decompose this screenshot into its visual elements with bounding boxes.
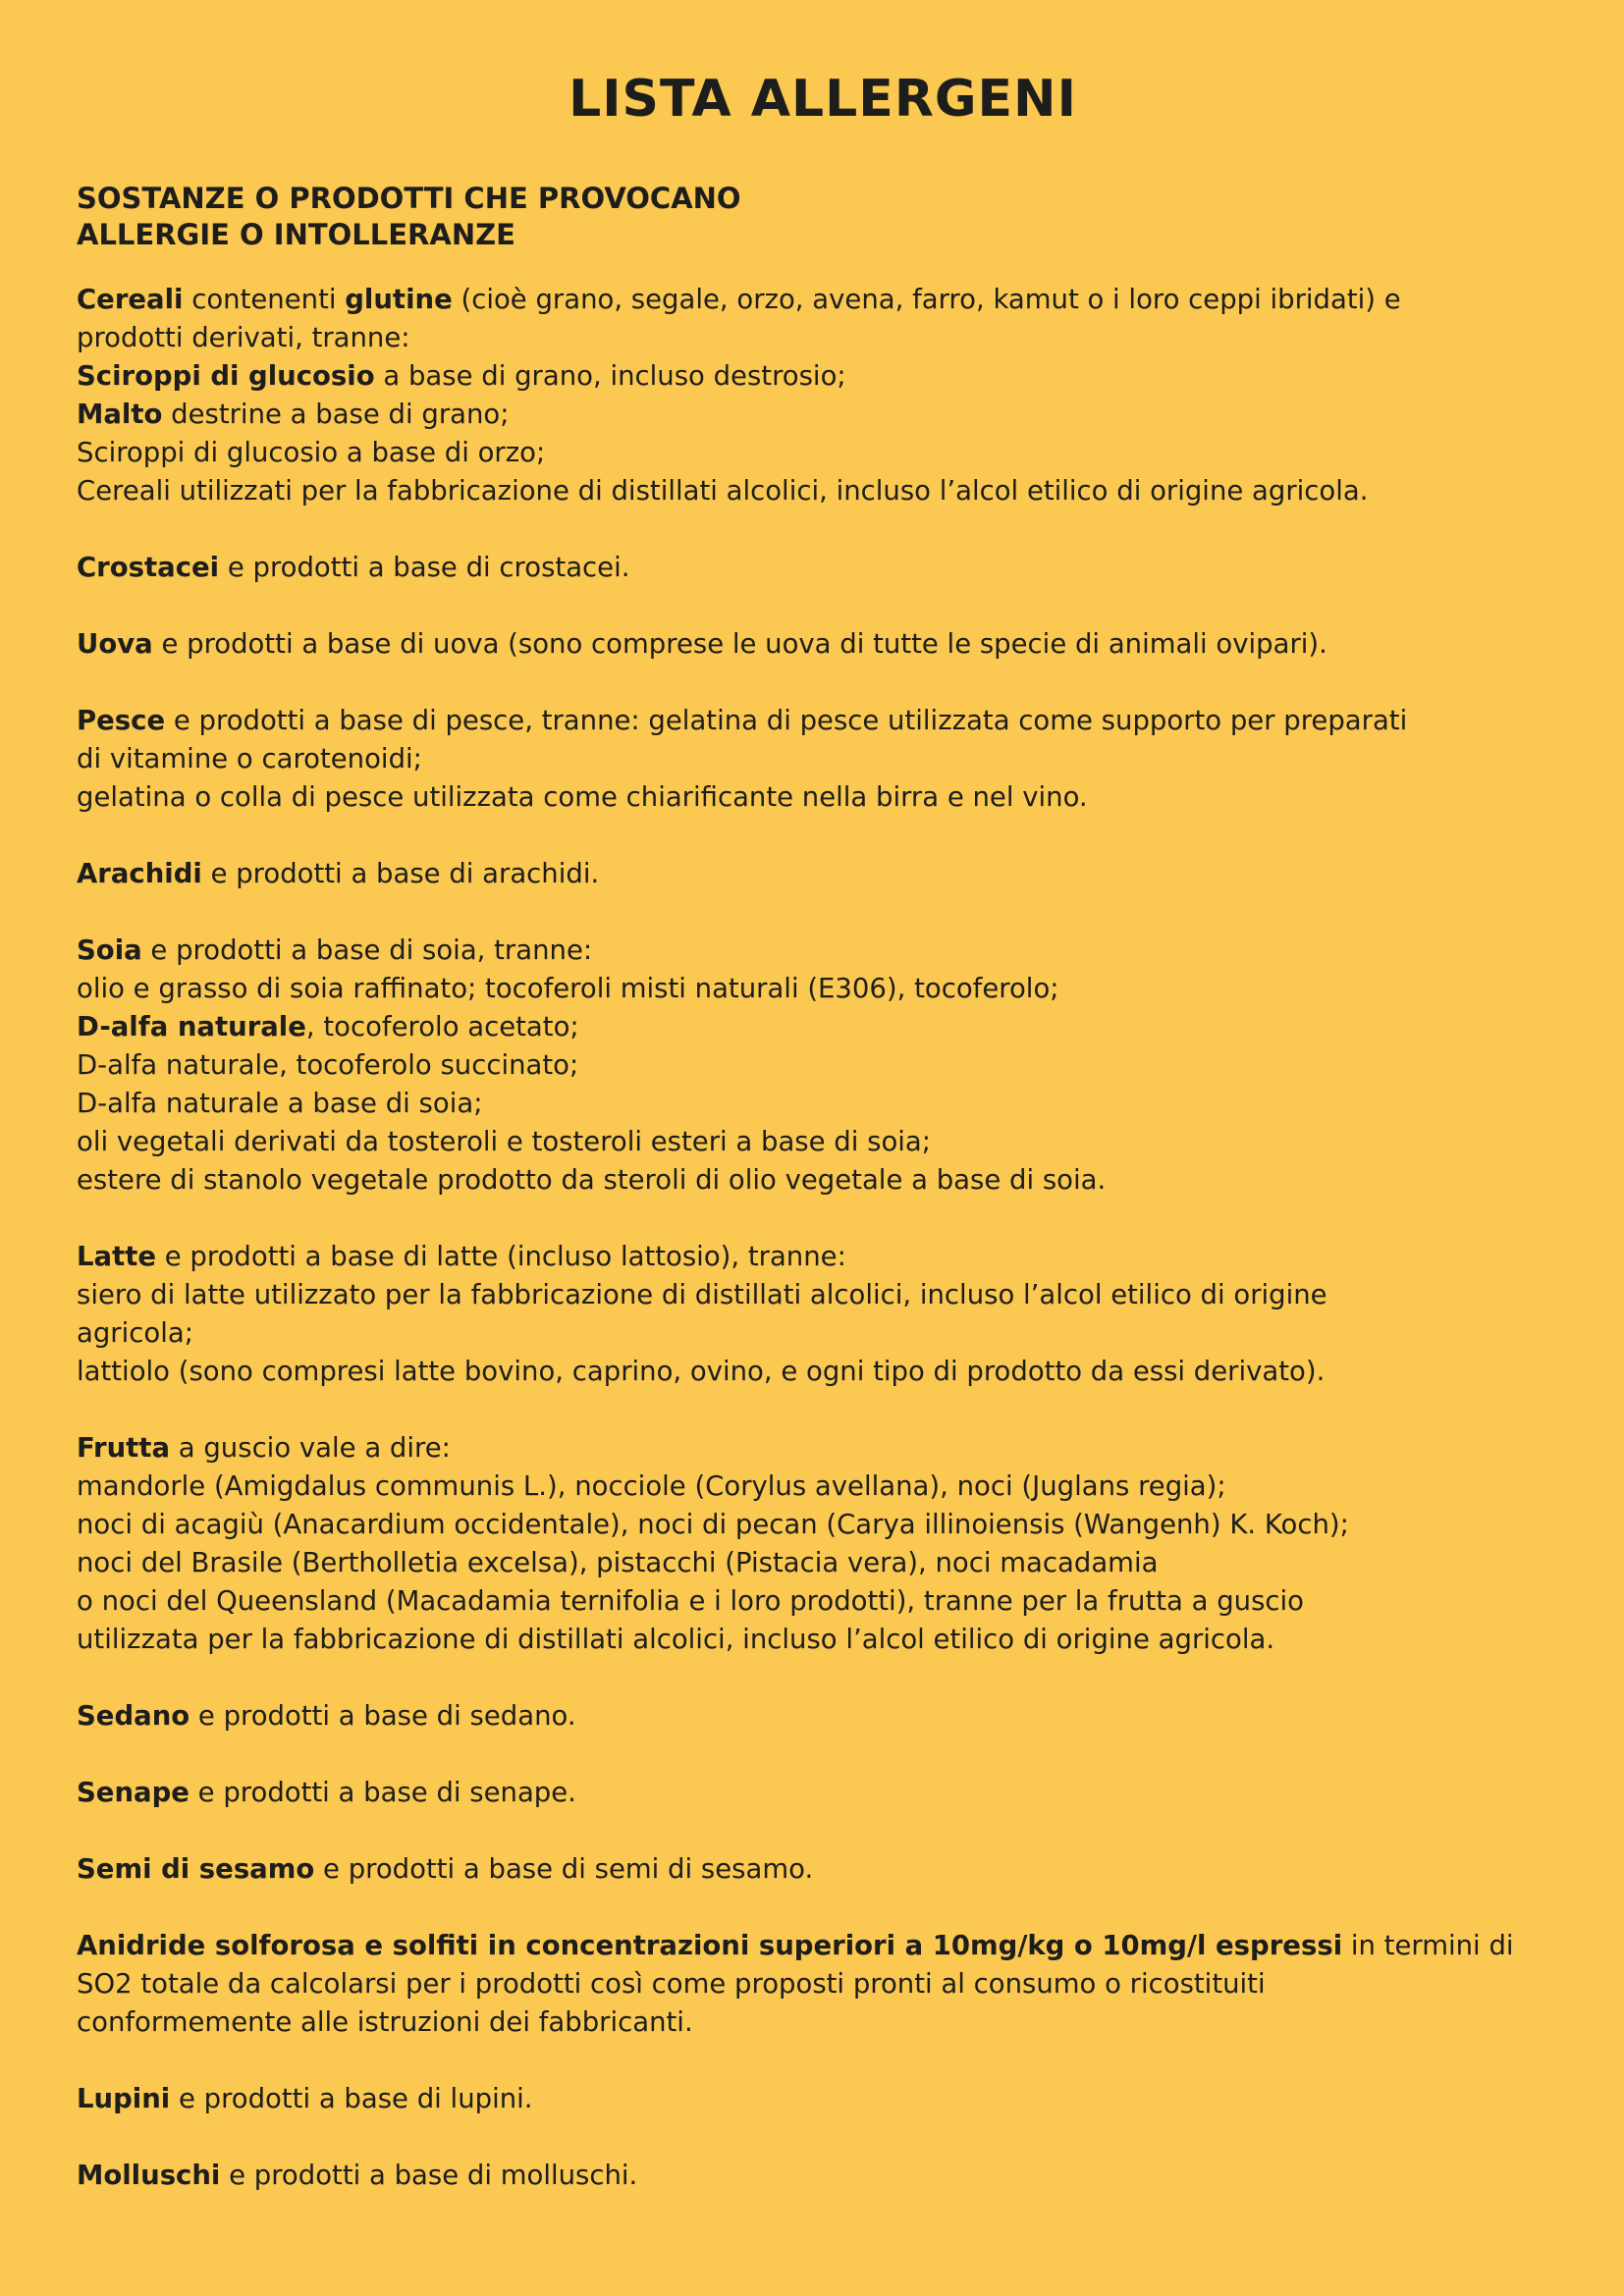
allergen-text-line bbox=[77, 2157, 1549, 2195]
allergen-text-line bbox=[77, 1314, 1549, 1353]
allergen-text-line bbox=[77, 1621, 1549, 1659]
allergen-text-line bbox=[77, 1697, 1549, 1735]
allergen-text: a base di grano, incluso destrosio; bbox=[374, 360, 846, 392]
allergen-keyword: Malto bbox=[77, 399, 163, 430]
allergen-keyword: Pesce bbox=[77, 705, 166, 736]
allergen-keyword: Semi di sesamo bbox=[77, 1853, 315, 1885]
allergen-text: utilizzata per la fabbricazione di distillati alcolici, incluso l’alcol etilico di origine agricola. bbox=[77, 1624, 1275, 1655]
allergen-text-line bbox=[77, 1544, 1549, 1582]
subtitle-line: SOSTANZE O PRODOTTI CHE PROVOCANO bbox=[77, 182, 741, 215]
allergen-text-line bbox=[77, 1161, 1549, 1200]
allergen-text-line bbox=[77, 778, 1549, 817]
allergen-keyword: Sciroppi di glucosio bbox=[77, 360, 375, 392]
allergen-text: e prodotti a base di soia, tranne: bbox=[141, 934, 593, 966]
allergen-sections bbox=[77, 281, 1549, 2195]
allergen-text: siero di latte utilizzato per la fabbricazione di distillati alcolici, incluso l’alcol etilico di origine bbox=[77, 1279, 1327, 1310]
allergen-section-pesce bbox=[77, 702, 1549, 817]
allergen-text-line bbox=[77, 1965, 1549, 2003]
allergen-keyword: Uova bbox=[77, 628, 153, 660]
allergen-text: e prodotti a base di senape. bbox=[189, 1777, 576, 1808]
allergen-text-line bbox=[77, 1429, 1549, 1468]
allergen-text-line bbox=[77, 1774, 1549, 1812]
allergen-text-line bbox=[77, 625, 1549, 664]
allergen-text-line bbox=[77, 396, 1549, 434]
allergen-keyword: Latte bbox=[77, 1241, 157, 1272]
allergen-text: e prodotti a base di arachidi. bbox=[201, 858, 600, 889]
allergen-text: Cereali utilizzati per la fabbricazione di distillati alcolici, incluso l’alcol etilico di origine agricola. bbox=[77, 475, 1369, 507]
allergen-text: olio e grasso di soia raffinato; tocoferoli misti naturali (E306), tocoferolo; bbox=[77, 973, 1059, 1004]
allergen-text: noci del Brasile (Bertholletia excelsa), pistacchi (Pistacia vera), noci macadamia bbox=[77, 1547, 1159, 1578]
allergen-section-cereali bbox=[77, 281, 1549, 510]
allergen-section-lupini bbox=[77, 2080, 1549, 2118]
allergen-text-line bbox=[77, 1582, 1549, 1621]
allergen-text-line bbox=[77, 472, 1549, 510]
subtitle bbox=[77, 181, 1549, 253]
allergen-section-sesamo bbox=[77, 1850, 1549, 1889]
allergen-text: di vitamine o carotenoidi; bbox=[77, 743, 422, 774]
allergen-text: e prodotti a base di crostacei. bbox=[219, 552, 630, 583]
allergen-list-page bbox=[77, 63, 1549, 2233]
allergen-text: lattiolo (sono compresi latte bovino, caprino, ovino, e ogni tipo di prodotto da essi derivato). bbox=[77, 1356, 1326, 1387]
allergen-text-line bbox=[77, 319, 1549, 357]
subtitle-line: ALLERGIE O INTOLLERANZE bbox=[77, 218, 515, 251]
allergen-section-molluschi bbox=[77, 2157, 1549, 2195]
allergen-text-line bbox=[77, 702, 1549, 740]
allergen-text: SO2 totale da calcolarsi per i prodotti così come proposti pronti al consumo o ricostituiti bbox=[77, 1968, 1266, 2000]
allergen-section-arachidi bbox=[77, 855, 1549, 893]
allergen-text-line bbox=[77, 1008, 1549, 1046]
allergen-text: e prodotti a base di sedano. bbox=[189, 1700, 576, 1732]
allergen-text: e prodotti a base di uova (sono comprese le uova di tutte le specie di animali ovipari). bbox=[152, 628, 1327, 660]
allergen-keyword: Frutta bbox=[77, 1432, 171, 1464]
allergen-text: e prodotti a base di lupini. bbox=[170, 2083, 533, 2114]
allergen-text: e prodotti a base di latte (incluso lattosio), tranne: bbox=[156, 1241, 846, 1272]
allergen-text-line bbox=[77, 549, 1549, 587]
allergen-text-line bbox=[77, 281, 1549, 319]
allergen-text: mandorle (Amigdalus communis L.), nocciole (Corylus avellana), noci (Juglans regia); bbox=[77, 1470, 1226, 1502]
allergen-keyword: Lupini bbox=[77, 2083, 171, 2114]
allergen-keyword: Crostacei bbox=[77, 552, 220, 583]
allergen-text: D-alfa naturale, tocoferolo succinato; bbox=[77, 1049, 579, 1081]
allergen-text: (cioè grano, segale, orzo, avena, farro, kamut o i loro ceppi ibridati) e bbox=[452, 284, 1401, 315]
allergen-text: o noci del Queensland (Macadamia ternifolia e i loro prodotti), tranne per la frutta a guscio bbox=[77, 1585, 1304, 1617]
allergen-text-line bbox=[77, 434, 1549, 472]
page-title: LISTA ALLERGENI bbox=[568, 70, 1077, 129]
allergen-section-frutta bbox=[77, 1429, 1549, 1659]
allergen-text: agricola; bbox=[77, 1317, 193, 1349]
allergen-section-solfiti bbox=[77, 1927, 1549, 2042]
allergen-text: e prodotti a base di molluschi. bbox=[220, 2160, 638, 2191]
allergen-text: gelatina o colla di pesce utilizzata come chiarificante nella birra e nel vino. bbox=[77, 781, 1088, 813]
allergen-text: noci di acagiù (Anacardium occidentale), noci di pecan (Carya illinoiensis (Wangenh) K. Koch); bbox=[77, 1509, 1349, 1540]
allergen-text-line bbox=[77, 1238, 1549, 1276]
allergen-text-line bbox=[77, 932, 1549, 970]
allergen-text-line bbox=[77, 970, 1549, 1008]
allergen-text-line bbox=[77, 740, 1549, 778]
allergen-section-latte bbox=[77, 1238, 1549, 1391]
allergen-text-line bbox=[77, 1468, 1549, 1506]
allergen-text-line bbox=[77, 855, 1549, 893]
allergen-keyword: Soia bbox=[77, 934, 142, 966]
allergen-text: , tocoferolo acetato; bbox=[305, 1011, 579, 1042]
allergen-text: conformemente alle istruzioni dei fabbricanti. bbox=[77, 2006, 693, 2038]
allergen-text-line bbox=[77, 1927, 1549, 1965]
allergen-keyword: Senape bbox=[77, 1777, 189, 1808]
allergen-text-line bbox=[77, 357, 1549, 396]
allergen-keyword: Arachidi bbox=[77, 858, 202, 889]
allergen-text: Sciroppi di glucosio a base di orzo; bbox=[77, 437, 546, 468]
allergen-keyword: D-alfa naturale bbox=[77, 1011, 306, 1042]
allergen-keyword: Sedano bbox=[77, 1700, 190, 1732]
allergen-text: contenenti bbox=[183, 284, 346, 315]
allergen-section-soia bbox=[77, 932, 1549, 1200]
allergen-section-senape bbox=[77, 1774, 1549, 1812]
allergen-keyword: Anidride solforosa e solfiti in concentrazioni superiori a 10mg/kg o 10mg/l espressi bbox=[77, 1930, 1343, 1961]
allergen-text: oli vegetali derivati da tosteroli e tosteroli esteri a base di soia; bbox=[77, 1126, 932, 1157]
allergen-text: estere di stanolo vegetale prodotto da steroli di olio vegetale a base di soia. bbox=[77, 1164, 1107, 1196]
allergen-text-line bbox=[77, 1123, 1549, 1161]
allergen-text-line bbox=[77, 1046, 1549, 1085]
allergen-text: a guscio vale a dire: bbox=[170, 1432, 451, 1464]
allergen-text-line bbox=[77, 1506, 1549, 1544]
allergen-text-line bbox=[77, 2003, 1549, 2042]
allergen-text: D-alfa naturale a base di soia; bbox=[77, 1088, 483, 1119]
allergen-text: e prodotti a base di pesce, tranne: gelatina di pesce utilizzata come supporto per preparati bbox=[165, 705, 1408, 736]
allergen-section-uova bbox=[77, 625, 1549, 664]
allergen-text-line bbox=[77, 1085, 1549, 1123]
allergen-text-line bbox=[77, 1850, 1549, 1889]
allergen-text: destrine a base di grano; bbox=[162, 399, 510, 430]
allergen-section-sedano bbox=[77, 1697, 1549, 1735]
allergen-text-line bbox=[77, 1276, 1549, 1314]
allergen-section-crostacei bbox=[77, 549, 1549, 587]
allergen-text: in termini di bbox=[1342, 1930, 1514, 1961]
allergen-keyword: glutine bbox=[345, 284, 453, 315]
allergen-keyword: Molluschi bbox=[77, 2160, 221, 2191]
allergen-text: e prodotti a base di semi di sesamo. bbox=[314, 1853, 814, 1885]
allergen-text: prodotti derivati, tranne: bbox=[77, 322, 410, 353]
allergen-keyword: Cereali bbox=[77, 284, 184, 315]
allergen-text-line bbox=[77, 2080, 1549, 2118]
allergen-text-line bbox=[77, 1353, 1549, 1391]
